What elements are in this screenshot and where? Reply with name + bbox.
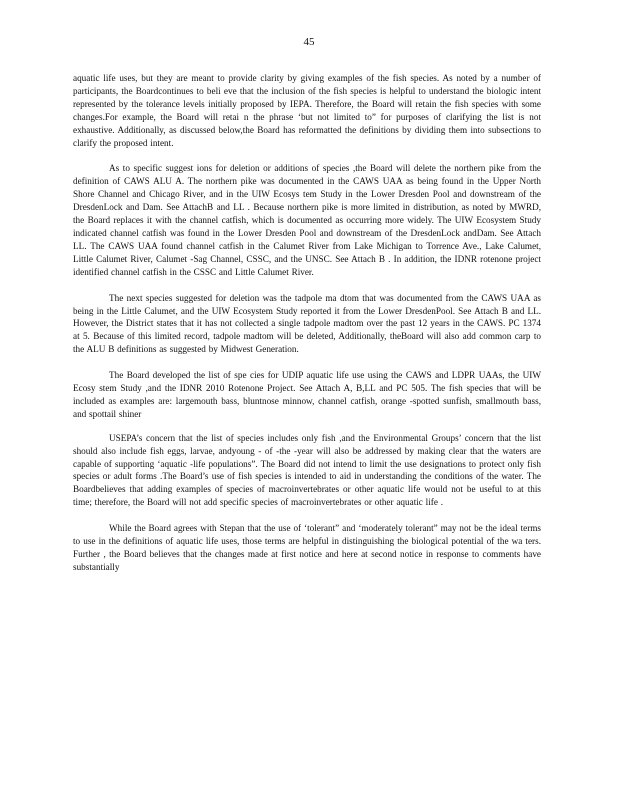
paragraph-udip-species-list: The Board developed the list of spe cies for UDIP aquatic life use using the CAWS and LDPR UAAs, the UIW Ecosy stem Study ,and the IDNR 2010 Rotenone Project. See Attach A, B,LL and PC 505. The fish species that will be included as examples are: largemouth bass, bluntnose minnow, channel catfish, orange -spotted sunfish, smallmouth bass, and spottail shiner — [73, 370, 541, 419]
paragraph-usepa-concern: USEPA’s concern that the list of species includes only fish ,and the Environmental Groups’ concern that the list should also include fish eggs, larvae, andyoung - of -the -year will also be addressed by making clear that the waters are capable of supporting ‘aquatic -life populations”. The Board did not intend to limit the use designations to protect only fish species or adult forms .The Board’s use of fish species is intended to aid in understanding the conditions of the water. The Boardbelieves that adding examples of species of macroinvertebrates or other aquatic life would not be useful to at this time; therefore, the Board will not add specific species of macroinvertebrates or other aquatic life . — [73, 432, 541, 508]
paragraph-species-deletion-additions: As to specific suggest ions for deletion or additions of species ,the Board will delete the northern pike from the definition of CAWS ALU A. The northern pike was documented in the CAWS UAA as being found in the Upper North Shore Channel and Chicago River, and in the UIW Ecosys tem Study in the Lower Dresden Pool and downstream of the DresdenLock and Dam. See AttachB and LL . Because northern pike is more limited in distribution, as noted by MWRD, the Board replaces it with the channel catfish, which is documented as occurring more widely. The UIW Ecosystem Study indicated channel catfish was found in the Lower Dresden Pool and downstream of the DresdenLock andDam. See Attach LL. The CAWS UAA found channel catfish in the Calumet River from Lake Michigan to Torrence Ave., Lake Calumet, Little Calumet River, Calumet -Sag Channel, CSSC, and the UNSC. See Attach B . In addition, the IDNR rotenone project identified channel catfish in the CSSC and Little Calumet River. — [73, 163, 541, 277]
page-number: 45 — [303, 36, 315, 48]
body-text — [73, 72, 541, 587]
paragraph-fish-species-clarity: aquatic life uses, but they are meant to provide clarity by giving examples of the fish species. As noted by a number of participants, the Boardcontinues to beli eve that the inclusion of the fish species is helpful to understand the biologic intent represented by the tolerance levels initially proposed by IEPA. Therefore, the Board will retain the fish species with some changes.For example, the Board will retai n the phrase ‘but not limited to” for purposes of clarifying the list is not exhaustive. Additionally, as discussed below,the Board has reformatted the definitions by dividing them into subsections to clarify the proposed intent. — [73, 73, 541, 148]
paragraph-tadpole-madtom: The next species suggested for deletion was the tadpole ma dtom that was documented from the CAWS UAA as being in the Little Calumet, and the UIW Ecosystem Study reported it from the Lower DresdenPool. See Attach B and LL. However, the District states that it has not collected a single tadpole madtom over the past 12 years in the CAWS. PC 1374 at 5. Because of this limited record, tadpole madtom will be deleted, Additionally, theBoard will also add common carp to the ALU B definitions as suggested by Midwest Generation. — [73, 292, 541, 355]
paragraph-tolerant-terms: While the Board agrees with Stepan that the use of ‘tolerant” and ‘moderately tolerant” may not be the ideal terms to use in the definitions of aquatic life uses, those terms are helpful in distinguishing the biological potential of the wa ters. Further , the Board believes that the changes made at first notice and here at second notice in response to comments have substantially — [73, 523, 541, 572]
